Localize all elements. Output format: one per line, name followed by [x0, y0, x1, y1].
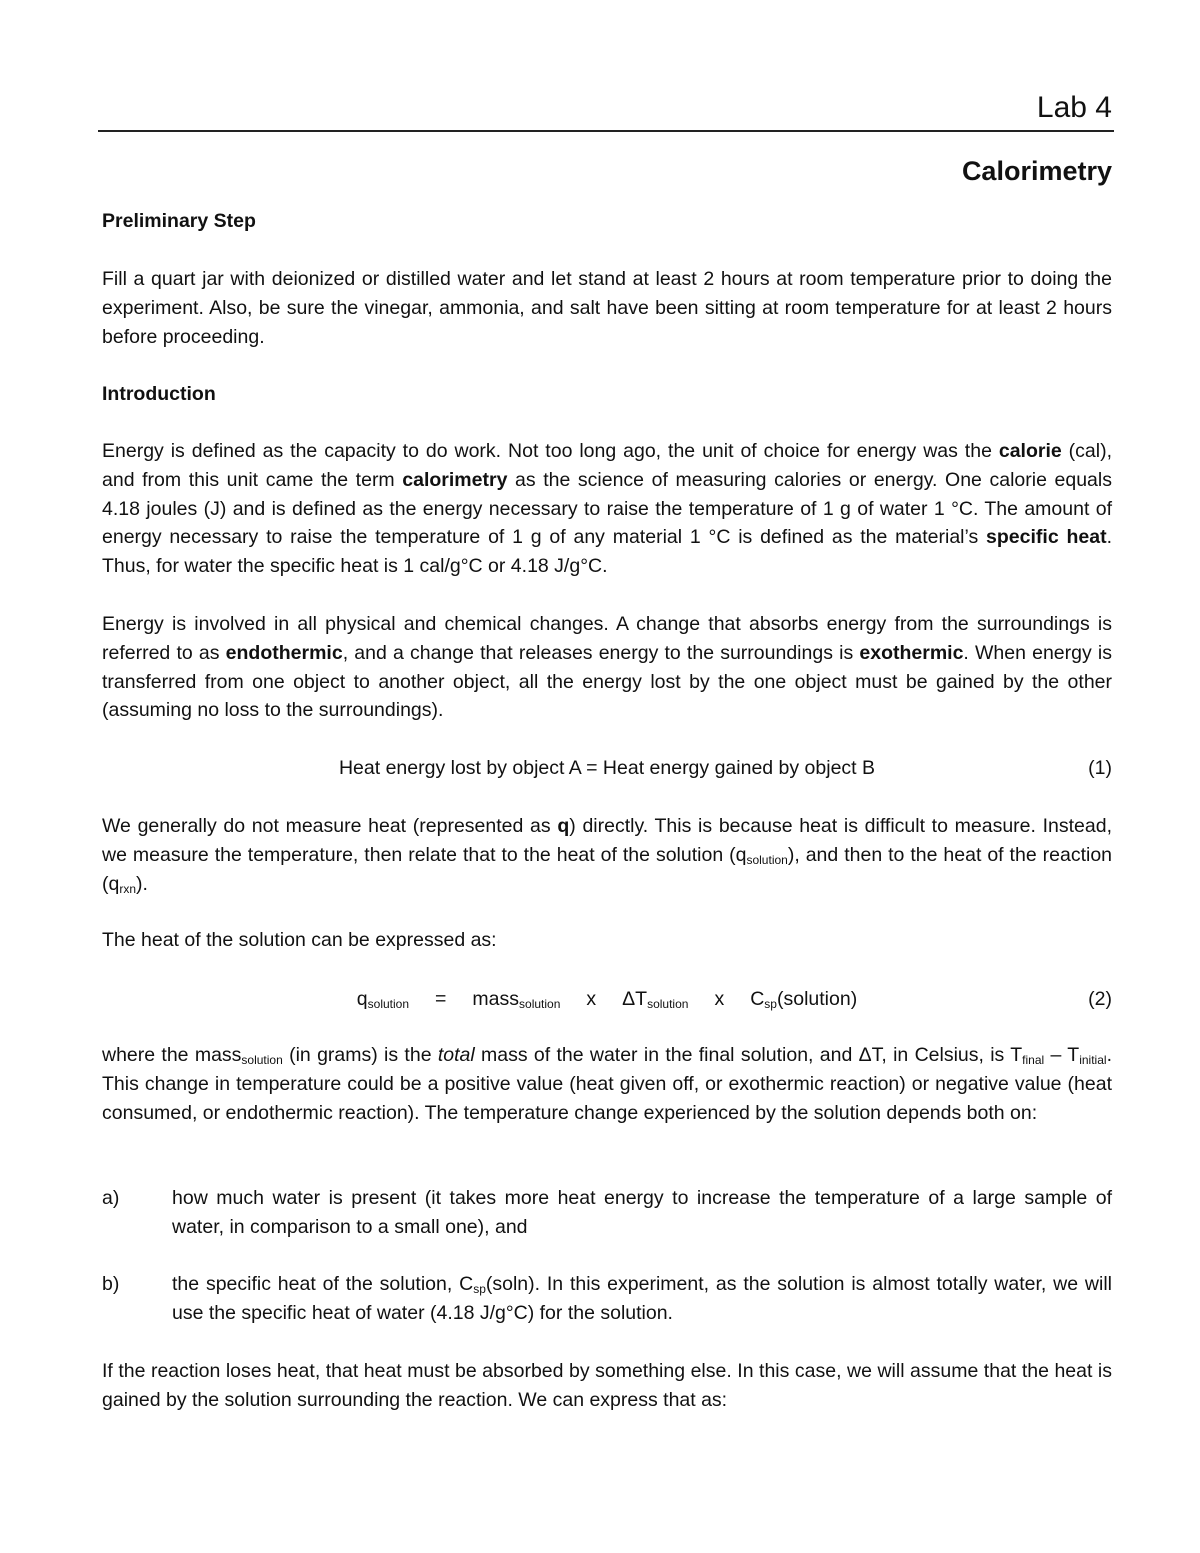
- term-endothermic: endothermic: [225, 641, 343, 664]
- equation-1-text: Heat energy lost by object A = Heat energy gained by object B: [338, 757, 876, 779]
- intro-paragraph-6: If the reaction loses heat, that heat must be absorbed by something else. In this case, we will assume that the heat is gained by the solution surrounding the reaction. We can express that as:: [102, 1360, 1112, 1411]
- lab-label: Lab 4: [1036, 91, 1112, 124]
- list-marker-a: a): [102, 1187, 120, 1209]
- list-marker-b: b): [102, 1273, 120, 1295]
- term-calorie: calorie: [998, 440, 1062, 462]
- equation-1-number: (1): [1088, 757, 1112, 779]
- intro-paragraph-3: We generally do not measure heat (represented as q) directly. This is because heat is difficult to measure. Instead, we measure the temperature, then relate that to the heat of the solution $(q_{solution})$, and then to the heat of the reaction $(q_{rxn})$.: [102, 815, 1113, 896]
- equation-2-expression: $q_{solution}$ = mass$_{solution}$ x $\Delta T_{solution}$ x $C_{sp}(solution)$: [356, 988, 858, 1011]
- intro-paragraph-1: Energy is defined as the capacity to do work. Not too long ago, the unit of choice for energy was the calorie (cal), and from this unit came the term calorimetry as the science of measuring calories or energy. One calorie equals 4.18 joules (J) and is defined as the energy necessary to raise the temperature of 1 g of water 1 °C. The amount of energy necessary to raise the temperature of 1 g of any material 1 °C is defined as the material’s specific heat. Thus, for water the specific heat is 1 cal/g°C or 4.18 J/g°C.: [102, 440, 1113, 578]
- document-title: Calorimetry: [961, 156, 1112, 186]
- equation-2-number: (2): [1088, 988, 1112, 1010]
- term-specific-heat: specific heat: [986, 526, 1107, 549]
- intro-paragraph-5: where the mass$_{solution}$ (in grams) is the total mass of the water in the final solution, and ΔT, in Celsius, is $T_{final} - T_{initial}$. This change in temperature could be a positive value (heat given off, or exothermic reaction) or negative value (heat consumed, or endothermic reaction). The temperature change experienced by the solution depends both on:: [102, 1044, 1112, 1124]
- term-calorimetry: calorimetry: [402, 468, 508, 491]
- intro-paragraph-4: The heat of the solution can be expressed as:: [102, 929, 497, 951]
- preliminary-text: Fill a quart jar with deionized or distilled water and let stand at least 2 hours at room temperature prior to doing the experiment. Also, be sure the vinegar, ammonia, and salt have been sitting at room temperature for at least 2 hours before proceeding.: [102, 268, 1112, 348]
- list-text-a: how much water is present (it takes more heat energy to increase the temperature of a large sample of water, in comparison to a small one), and: [172, 1187, 1112, 1238]
- introduction-heading: Introduction: [102, 383, 216, 405]
- term-exothermic: exothermic: [859, 641, 964, 664]
- list-text-b: the specific heat of the solution, $C_{sp}(soln)$. In this experiment, as the solution is almost totally water, we will use the specific heat of water (4.18 J/g°C) for the solution.: [172, 1273, 1112, 1324]
- header-rule: [98, 130, 1114, 132]
- preliminary-heading: Preliminary Step: [102, 210, 256, 232]
- intro-paragraph-2: Energy is involved in all physical and chemical changes. A change that absorbs energy from the surroundings is referred to as endothermic, and a change that releases energy to the surroundings is exothermic. When energy is transferred from one object to another object, all the energy lost by the one object must be gained by the other (assuming no loss to the surroundings).: [102, 613, 1112, 722]
